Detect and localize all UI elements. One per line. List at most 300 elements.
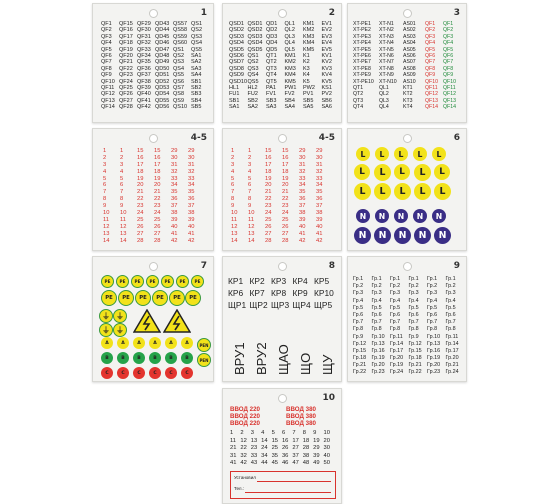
label-cell: QD1 — [266, 21, 278, 27]
number-cell: 32 — [240, 452, 247, 459]
phase-circle: N — [374, 227, 391, 244]
label-cell: QD3 — [266, 33, 278, 40]
label-cell: Гр.23 — [371, 369, 385, 376]
label-cell: QF5 — [425, 46, 436, 53]
label-cell: QF14 — [425, 104, 438, 111]
label-cell: SB2 — [247, 97, 258, 104]
label-cell: Гр.2 — [371, 283, 382, 290]
label-cell: QF21 — [119, 59, 133, 66]
label-cell: 9 — [120, 203, 124, 210]
number-grid — [231, 149, 332, 245]
label-cell: QF36 — [137, 65, 151, 72]
label-cell: Гр.5 — [390, 304, 401, 311]
label-cell: 15 — [282, 148, 289, 154]
label-cell: 38 — [171, 210, 178, 217]
label-cell: SB1 — [229, 97, 240, 104]
label-cell: QF1 — [425, 21, 436, 27]
label-cell: QSD2 — [247, 27, 263, 34]
label-cell: 15 — [154, 148, 161, 154]
label-cell: 31 — [171, 161, 178, 168]
label-cell: 29 — [171, 148, 178, 154]
phase-b-label: B — [117, 352, 129, 364]
label-cell: QF10 — [101, 78, 115, 85]
label-cell: QF41 — [137, 97, 151, 104]
label-cell: 30 — [188, 154, 195, 161]
label-cell: KS1 — [321, 84, 332, 91]
phase-b-label: B — [149, 352, 161, 364]
label-cell: 20 — [137, 182, 144, 189]
label-cell: QSD3 — [229, 33, 244, 40]
label-cell: 10 — [231, 210, 238, 217]
label-cell: Гр.17 — [390, 347, 404, 354]
phase-circle: L — [375, 147, 389, 161]
pe-label: PE — [101, 275, 114, 288]
label-cell: 31 — [299, 161, 306, 168]
label-cell: QF10 — [443, 78, 456, 85]
phase-circle: N — [356, 209, 370, 223]
label-cell: QSD2 — [229, 27, 244, 34]
label-cell: XT-N3 — [379, 33, 394, 40]
label-cell: QS4 — [173, 65, 185, 72]
label-cell: KM2 — [284, 59, 296, 66]
kr-label: КР3 — [271, 276, 287, 286]
label-cell: Гр.3 — [427, 290, 438, 297]
label-cell: PV1 — [303, 91, 314, 98]
label-cell: 3 — [103, 161, 107, 168]
label-cell: QSD1 — [229, 21, 244, 27]
label-cell: 1 — [248, 148, 252, 154]
label-cell: 42 — [171, 237, 178, 244]
label-cell: QSD6 — [229, 52, 244, 59]
label-cell: 37 — [171, 203, 178, 210]
label-cell: Гр.2 — [408, 283, 419, 290]
number-cell: 20 — [323, 437, 330, 444]
label-cell: QS2 — [247, 59, 259, 66]
label-cell: 32 — [299, 168, 306, 175]
label-cell: QT2 — [353, 91, 364, 98]
label-cell: 17 — [265, 161, 272, 168]
label-cell: QS7 — [173, 84, 185, 91]
label-cell: QD48 — [155, 52, 170, 59]
label-cell: QF38 — [137, 78, 151, 85]
label-cell: 6 — [231, 182, 235, 189]
number-cell: 28 — [302, 445, 310, 452]
label-cell: QF13 — [425, 97, 438, 104]
label-cell: 24 — [137, 210, 144, 217]
label-cell: QF3 — [443, 33, 454, 40]
label-cell: 35 — [188, 189, 195, 196]
label-cell: 27 — [265, 230, 272, 237]
label-cell: Гр.6 — [408, 311, 419, 318]
label-cell: SB1 — [191, 78, 202, 85]
label-cell: 14 — [120, 237, 127, 244]
phase-circle: N — [432, 209, 446, 223]
label-cell: QS5 — [191, 46, 203, 53]
label-cell: SA3 — [266, 104, 277, 111]
sheet-number: 9 — [453, 261, 460, 271]
label-cell: 42 — [316, 237, 323, 244]
label-cell: Гр.19 — [390, 362, 404, 369]
phase-circle: L — [374, 183, 391, 200]
label-cell: 13 — [120, 230, 127, 237]
label-cell: 1 — [120, 148, 124, 154]
label-cell: QF30 — [137, 27, 151, 34]
label-cell: Гр.24 — [445, 369, 459, 376]
label-cell: QF40 — [137, 91, 151, 98]
label-cell: 13 — [103, 230, 110, 237]
label-cell: 23 — [137, 203, 144, 210]
label-cell: Гр.6 — [353, 311, 364, 318]
label-cell: 25 — [154, 216, 161, 223]
label-cell: QD2 — [266, 27, 278, 34]
label-cell: PW1 — [284, 84, 297, 91]
phase-b-label: B — [133, 352, 145, 364]
phase-circle: N — [394, 227, 411, 244]
label-cell: QF29 — [137, 21, 151, 27]
label-cell: 8 — [248, 196, 252, 203]
label-cell: QF39 — [137, 84, 151, 91]
label-cell: 23 — [154, 203, 161, 210]
number-cell: 43 — [250, 460, 258, 467]
label-cell: Гр.5 — [408, 304, 419, 311]
label-cell: SA6 — [321, 104, 332, 111]
label-cell: QF35 — [137, 59, 151, 66]
label-cell: K5 — [303, 78, 310, 85]
label-cell: QF12 — [443, 91, 456, 98]
label-cell: Гр.13 — [371, 340, 385, 347]
label-cell: SA1 — [191, 52, 202, 59]
label-cell: Гр.4 — [371, 297, 382, 304]
label-cell: QS3 — [247, 65, 259, 72]
label-cell: 29 — [188, 148, 195, 154]
phase-a-label: A — [133, 337, 145, 349]
label-cell: Гр.3 — [390, 290, 401, 297]
kr-grid — [228, 277, 336, 313]
pe-label: PE — [152, 290, 168, 306]
label-cell: KV3 — [321, 65, 332, 72]
installer-label: Установил — [234, 475, 256, 480]
phase-circle: L — [413, 147, 427, 161]
kr-label: ЩР1 — [228, 300, 247, 310]
label-cell: Гр.8 — [427, 326, 438, 333]
label-cell: QT3 — [266, 65, 277, 72]
label-cell: 38 — [299, 210, 306, 217]
label-cell: 19 — [265, 175, 272, 182]
label-cell: KT2 — [403, 91, 413, 98]
label-cell: 17 — [154, 161, 161, 168]
label-cell: Гр.13 — [427, 340, 441, 347]
label-cell: QD52 — [155, 78, 170, 85]
phase-c-label: C — [101, 367, 113, 379]
label-cell: QF7 — [425, 59, 436, 66]
label-cell: Гр.8 — [408, 326, 419, 333]
label-cell: QD44 — [155, 27, 170, 34]
label-cell: QF42 — [137, 104, 151, 111]
number-cell: 42 — [240, 460, 247, 467]
label-cell: 22 — [265, 196, 272, 203]
label-cell: QSD10 — [229, 78, 248, 85]
label-cell: 27 — [282, 230, 289, 237]
kr-label: КР8 — [271, 288, 287, 298]
phase-circle: N — [394, 209, 408, 223]
label-cell: 37 — [188, 203, 195, 210]
high-voltage-icon — [133, 309, 161, 333]
vertical-labels — [227, 317, 339, 379]
label-cell: QF13 — [443, 97, 456, 104]
sheet-number: 1 — [200, 8, 207, 18]
sheet-number: 4-5 — [318, 133, 335, 143]
label-sheet-10 — [222, 388, 342, 504]
label-cell: 36 — [316, 196, 323, 203]
label-cell: KM5 — [284, 78, 296, 85]
label-cell: 34 — [188, 182, 195, 189]
label-cell: 6 — [248, 182, 252, 189]
label-cell: Гр.1 — [427, 276, 438, 282]
number-grid — [103, 149, 204, 245]
label-cell: 10 — [120, 210, 127, 217]
label-cell: 21 — [154, 189, 161, 196]
number-cell: 40 — [323, 452, 330, 459]
pe-label: PE — [161, 275, 174, 288]
label-cell: KM3 — [303, 33, 315, 40]
label-cell: QT1 — [266, 52, 277, 59]
label-cell: Гр.4 — [408, 297, 419, 304]
number-cell: 22 — [240, 445, 247, 452]
label-cell: Гр.2 — [427, 283, 438, 290]
phase-a-label: A — [101, 337, 113, 349]
label-cell: PV2 — [321, 91, 332, 98]
label-cell: AS01 — [403, 21, 416, 27]
high-voltage-icon — [163, 309, 191, 333]
label-cell: QF4 — [425, 40, 436, 47]
label-cell: 37 — [299, 203, 306, 210]
label-cell: QS9 — [173, 97, 185, 104]
label-cell: 24 — [265, 210, 272, 217]
label-cell: FV1 — [266, 91, 277, 98]
label-cell: 28 — [265, 237, 272, 244]
pen-label: PEN — [197, 338, 211, 352]
label-cell: QL3 — [284, 33, 295, 40]
label-cell: QS58 — [173, 27, 188, 34]
pe-label: PE — [191, 275, 204, 288]
phase-circle: L — [414, 183, 431, 200]
label-cell: HL1 — [229, 84, 240, 91]
label-cell: Гр.8 — [353, 326, 364, 333]
label-cell: QS60 — [173, 40, 188, 47]
label-cell: XT-N2 — [379, 27, 394, 34]
label-cell: 3 — [231, 161, 235, 168]
label-cell: 29 — [316, 148, 323, 154]
label-cell: FU2 — [247, 91, 258, 98]
phase-c-label: C — [117, 367, 129, 379]
label-cell: KM5 — [303, 46, 315, 53]
label-cell: 12 — [248, 223, 255, 230]
label-cell: XT-PE4 — [353, 40, 371, 47]
label-cell: QL1 — [379, 84, 389, 91]
label-cell: 8 — [231, 196, 235, 203]
label-cell: QL3 — [379, 97, 389, 104]
label-cell: QF2 — [101, 27, 112, 34]
label-cell: QD43 — [155, 21, 170, 27]
label-cell: 33 — [299, 175, 306, 182]
label-cell: QS6 — [173, 78, 185, 85]
label-cell: QS8 — [173, 91, 185, 98]
label-cell: Гр.2 — [390, 283, 401, 290]
number-cell: 49 — [313, 460, 320, 467]
label-cell: 39 — [316, 216, 323, 223]
number-cell: 7 — [292, 430, 296, 436]
label-cell: K2 — [303, 59, 310, 66]
label-cell: 29 — [299, 148, 306, 154]
label-cell: 2 — [231, 154, 235, 161]
label-cell: QS3 — [173, 59, 185, 66]
label-cell: 2 — [248, 154, 252, 161]
label-grid — [101, 22, 208, 111]
hang-hole — [278, 134, 287, 143]
label-cell: 26 — [137, 223, 144, 230]
label-cell: 39 — [299, 216, 306, 223]
label-cell: Гр.6 — [427, 311, 438, 318]
vertical-label: ВРУ2 — [254, 342, 269, 375]
label-cell: QF14 — [443, 104, 456, 111]
label-cell: QD46 — [155, 40, 170, 47]
label-cell: 40 — [299, 223, 306, 230]
number-cell: 47 — [292, 460, 299, 467]
label-cell: 41 — [316, 230, 323, 237]
label-cell: QS2 — [191, 27, 203, 34]
label-cell: QS5 — [173, 72, 185, 79]
label-cell: KM3 — [284, 65, 296, 72]
label-cell: Гр.21 — [353, 362, 367, 369]
label-cell: SB6 — [321, 97, 332, 104]
label-cell: QT5 — [266, 78, 277, 85]
label-cell: 27 — [137, 230, 144, 237]
label-cell: 22 — [137, 196, 144, 203]
label-cell: 25 — [265, 216, 272, 223]
label-cell: QF11 — [101, 84, 115, 91]
label-cell: XT-PE10 — [353, 78, 374, 85]
label-cell: 5 — [231, 175, 235, 182]
label-cell: QS10 — [173, 104, 188, 111]
label-cell: QS3 — [191, 33, 203, 40]
label-cell: Гр.1 — [390, 276, 401, 282]
label-cell: QSD1 — [247, 21, 263, 27]
label-cell: 38 — [188, 210, 195, 217]
label-cell: KV4 — [321, 72, 332, 79]
hang-hole — [403, 262, 412, 271]
label-cell: Гр.6 — [445, 311, 456, 318]
label-cell: 15 — [137, 148, 144, 154]
label-cell: Гр.18 — [353, 355, 367, 362]
pe-label: PE — [116, 275, 129, 288]
label-cell: 24 — [154, 210, 161, 217]
label-cell: QF26 — [119, 91, 133, 98]
label-cell: QD49 — [155, 59, 170, 66]
label-cell: QS1 — [247, 52, 259, 59]
vvod-label: ВВОД 220 — [230, 413, 260, 420]
number-cell: 18 — [302, 437, 310, 444]
label-sheet-8 — [222, 256, 342, 382]
label-cell: Гр.17 — [445, 347, 459, 354]
number-cell: 14 — [261, 437, 268, 444]
label-cell: Гр.15 — [408, 347, 422, 354]
label-sheet-6 — [347, 128, 467, 251]
label-cell: QS57 — [173, 21, 188, 27]
pe-label: PE — [176, 275, 189, 288]
label-cell: Гр.5 — [353, 304, 364, 311]
number-cell: 46 — [281, 460, 289, 467]
label-cell: AS04 — [403, 40, 416, 47]
label-cell: 32 — [171, 168, 178, 175]
label-cell: QF33 — [137, 46, 151, 53]
phase-a-label: A — [149, 337, 161, 349]
phase-a-label: A — [165, 337, 177, 349]
label-cell: XT-PE3 — [353, 33, 371, 40]
label-cell: 35 — [171, 189, 178, 196]
label-cell: 18 — [154, 168, 161, 175]
label-cell: 13 — [231, 230, 238, 237]
label-cell: QF1 — [101, 21, 112, 27]
label-cell: Гр.15 — [353, 347, 367, 354]
sheet-number: 2 — [328, 8, 335, 18]
label-cell: SA4 — [284, 104, 295, 111]
label-cell: 36 — [188, 196, 195, 203]
installer-box — [230, 471, 336, 499]
label-cell: QD56 — [155, 104, 170, 111]
label-cell: 16 — [265, 154, 272, 161]
label-cell: 35 — [316, 189, 323, 196]
label-cell: QF9 — [425, 72, 436, 79]
label-cell: QF24 — [119, 78, 133, 85]
label-cell: 14 — [248, 237, 255, 244]
label-cell: Гр.20 — [371, 362, 385, 369]
phase-a-label: A — [117, 337, 129, 349]
label-cell: 18 — [137, 168, 144, 175]
label-cell: Гр.7 — [353, 319, 364, 326]
label-cell: AS09 — [403, 72, 416, 79]
label-cell: QF2 — [443, 27, 454, 34]
label-cell: QF20 — [119, 52, 133, 59]
label-cell: QS5 — [247, 78, 259, 85]
label-cell: 28 — [154, 237, 161, 244]
number-cell: 25 — [271, 445, 279, 452]
label-cell: QT4 — [353, 104, 364, 111]
number-cell: 9 — [313, 430, 317, 436]
label-cell: 2 — [103, 154, 107, 161]
label-cell: QF10 — [425, 78, 438, 85]
sheet-number: 10 — [322, 393, 335, 403]
label-cell: Гр.14 — [445, 340, 459, 347]
label-cell: QT1 — [353, 84, 364, 91]
number-cell: 23 — [250, 445, 258, 452]
label-cell: QF6 — [425, 52, 436, 59]
label-cell: Гр.11 — [390, 333, 403, 340]
label-cell: 33 — [316, 175, 323, 182]
kr-label: ЩР4 — [292, 300, 311, 310]
kr-label: ЩР2 — [249, 300, 268, 310]
label-cell: 32 — [316, 168, 323, 175]
label-cell: QS59 — [173, 33, 188, 40]
label-cell: Гр.16 — [371, 347, 385, 354]
sheet-number: 8 — [328, 261, 335, 271]
label-cell: Гр.22 — [353, 369, 367, 376]
label-cell: QD4 — [266, 40, 278, 47]
label-cell: 5 — [248, 175, 252, 182]
number-cell: 19 — [313, 437, 320, 444]
label-cell: SB3 — [191, 91, 202, 98]
phase-circle: N — [414, 227, 431, 244]
label-cell: QL2 — [284, 27, 295, 34]
